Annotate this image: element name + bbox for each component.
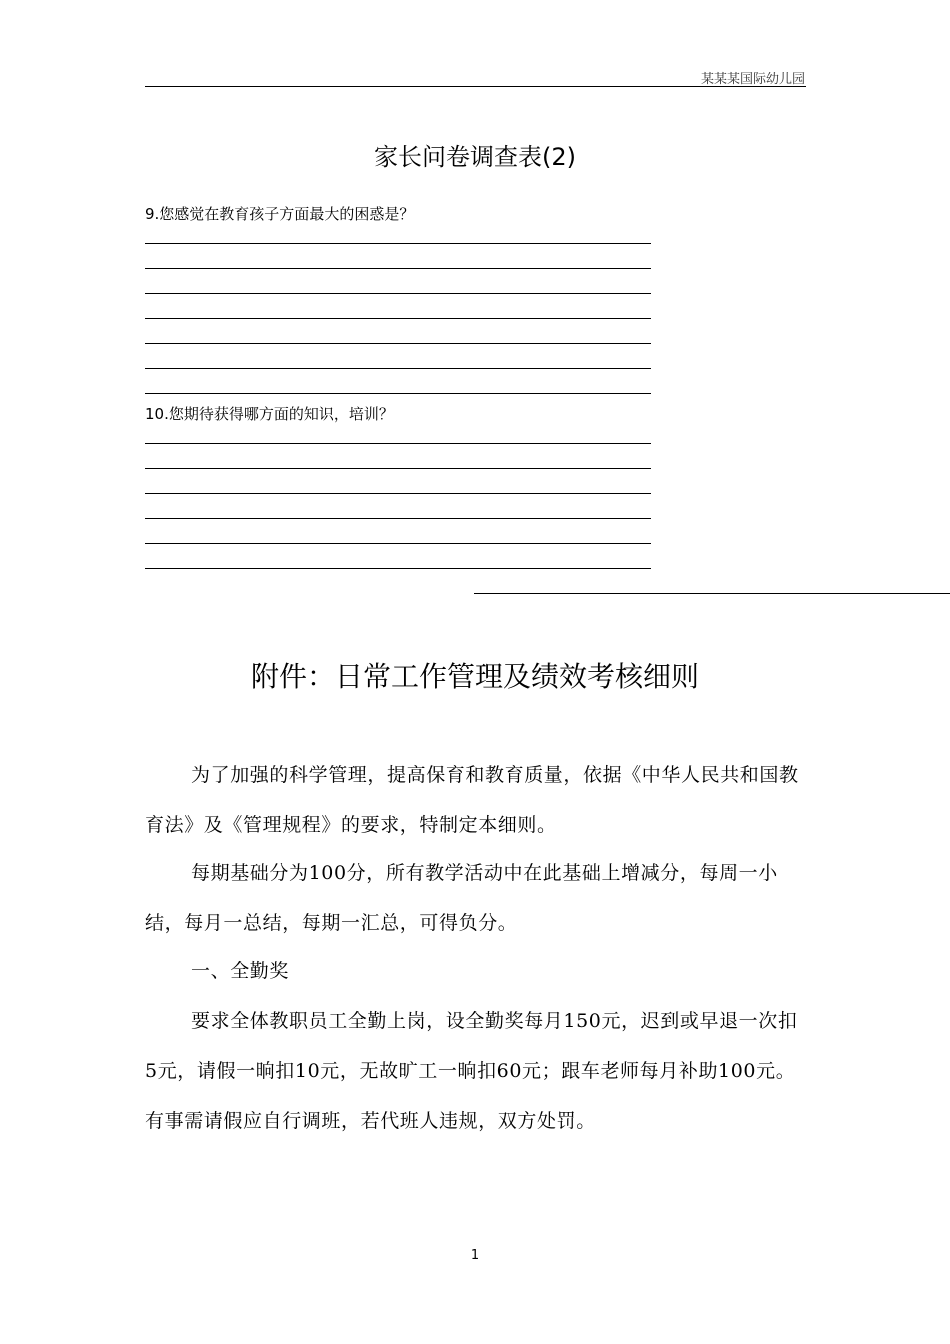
annex-paragraph: 为了加强的科学管理，提高保育和教育质量，依据《中华人民共和国教育法》及《管理规程》的要求，特制定本细则。 — [145, 764, 799, 836]
section-heading: 一、全勤奖 — [191, 960, 290, 982]
answer-line — [145, 568, 651, 569]
answer-line — [145, 493, 651, 494]
answer-line — [145, 443, 651, 444]
question-10: 10.您期待获得哪方面的知识，培训？ — [145, 405, 394, 423]
question-9: 9.您感觉在教育孩子方面最大的困惑是？ — [145, 205, 415, 223]
header-org-name: 某某某国际幼儿园 — [700, 72, 805, 87]
answer-line — [145, 543, 651, 544]
answer-line — [145, 318, 651, 319]
header-rule — [145, 86, 806, 87]
answer-line — [145, 468, 651, 469]
answer-line — [145, 393, 651, 394]
section-divider — [474, 593, 950, 594]
annex-paragraph: 每期基础分为100分，所有教学活动中在此基础上增减分，每周一小结，每月一总结，每期一汇总，可得负分。 — [145, 862, 778, 934]
answer-line — [145, 368, 651, 369]
survey-title: 家长问卷调查表(2) — [374, 143, 576, 171]
annex-title: 附件：日常工作管理及绩效考核细则 — [250, 660, 699, 693]
answer-line — [145, 343, 651, 344]
answer-line — [145, 268, 651, 269]
page-number: 1 — [470, 1248, 480, 1263]
answer-line — [145, 243, 651, 244]
answer-line — [145, 293, 651, 294]
annex-paragraph: 要求全体教职员工全勤上岗，设全勤奖每月150元，迟到或早退一次扣5元，请假一晌扣10元，无故旷工一晌扣60元；跟车老师每月补助100元。有事需请假应自行调班，若代班人违规，双方处罚。 — [145, 1010, 798, 1132]
answer-line — [145, 518, 651, 519]
